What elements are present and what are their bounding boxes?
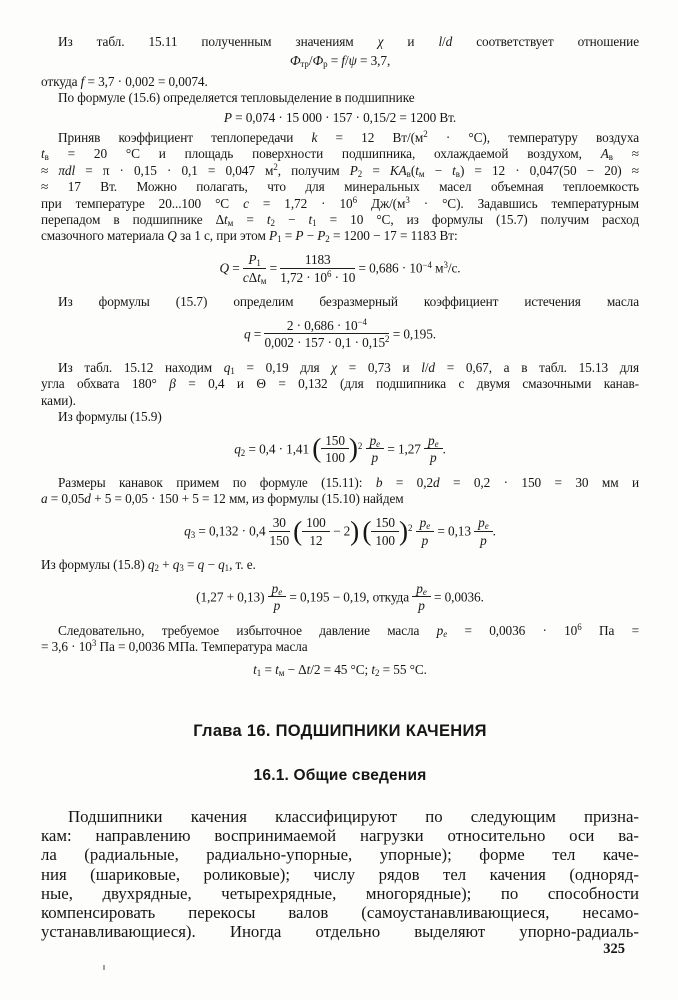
fraction: $\frac{p_е}{p}$	[424, 433, 443, 466]
display-formula: P = 0,074 · 15 000 · 157 · 0,15/2 = 1200 Вт.	[223, 109, 457, 125]
fraction: $\frac{2 \cdot 0,686 \cdot 10^{-4}}{0,002 \cdot 157 \cdot 0,1 \cdot 0,15^2}$	[264, 316, 390, 351]
display-formula: q = $\frac{2 \cdot 0,686 \cdot 10^{-4}}{0,002 \cdot 157 \cdot 0,1 \cdot 0,15^2}$ = 0,195.	[244, 316, 436, 351]
text-line: Приняв коэффициент теплопередачи k = 12 $Вт/(м^2 \cdot ^\circ С)$, температуру воздуха	[58, 129, 639, 146]
paragraph	[41, 74, 639, 107]
paragraph	[41, 623, 639, 656]
paragraph	[41, 475, 639, 508]
paragraph	[41, 294, 639, 310]
fraction: $\frac{p_е}{p}$	[416, 515, 435, 548]
paragraph	[41, 130, 639, 245]
text-line: кам: направлению воспринимаемой нагрузки относительно оси ва-	[41, 826, 639, 846]
text-line: Из формулы (15.7) определим безразмерный коэффициент истечения масла	[58, 294, 639, 310]
section-heading: 16.1. Общие сведения	[253, 767, 427, 785]
text-line: По формуле (15.6) определяется тепловыделение в подшипнике	[58, 90, 415, 106]
text-line: ≈ πdl = π · 0,15 · 0,1 = 0,047 $м^2$, получим $P_2 = KA_в(t_м - t_в) = 12 \cdot 0,047(50 - 20)$ ≈	[41, 161, 639, 180]
text-line: Из табл. 15.11 полученным значениям χ и l/d соответствует отношение	[58, 34, 639, 49]
fraction: $\frac{1183}{1,72 \cdot 10^6 \cdot 10}$	[280, 251, 356, 285]
fraction: $\frac{150}{100}$	[371, 515, 399, 548]
text-line: Из формулы (15.9)	[58, 409, 162, 425]
text-line: Из формулы (15.8) $q_2 + q_3 = q - q_1$, т. е.	[41, 557, 256, 574]
fraction: $\frac{p_е}{p}$	[268, 581, 287, 614]
paragraph	[41, 34, 639, 50]
display-formula: Q = $\frac{P_1}{c\Delta t_м}$ = $\frac{1183}{1,72 \cdot 10^6 \cdot 10}$ = $0,686 \cdot 10^{-4}$ $м^3/с$.	[219, 251, 461, 286]
text-line: перепадом в подшипнике $\Delta t_м = t_2 - t_1 = 10$ °С, из формулы (15.7) получим расход	[41, 212, 639, 229]
text-line: откуда f = 3,7 · 0,002 = 0,0074.	[41, 73, 208, 89]
display-formula: $Ф_{тр}/Ф_р = f/\psi = 3,7$,	[289, 53, 391, 70]
page-number: 325	[603, 941, 625, 957]
fraction: $\frac{p_е}{p}$	[474, 515, 493, 548]
text-line: $t_в = 20$ °С и площадь поверхности подшипника, охлаждаемой воздухом, $A_в$ ≈	[41, 146, 639, 163]
text-line: Из табл. 15.12 находим $q_1 = 0,19$ для χ = 0,73 и l/d = 0,67, а в табл. 15.13 для	[58, 360, 639, 377]
text-line: компенсировать перекосы валов (самоустанавливающиеся, несамо-	[41, 902, 639, 922]
text-line: угла обхвата 180° β = 0,4 и Θ = 0,132 (для подшипника с двумя смазочными канав-	[41, 376, 639, 392]
text-line: устанавливающиеся). Иногда отдельно выделяют упорно-радиаль-	[41, 921, 639, 941]
text-line: = $3,6 \cdot 10^3$ Па = 0,0036 МПа. Температура масла	[41, 638, 308, 655]
display-formula: $t_1 = t_м - \Delta t/2 = 45$ °С; $t_2 = 55$ °С.	[253, 661, 427, 679]
fraction: $\frac{150}{100}$	[321, 433, 349, 466]
fraction: $\frac{p_е}{p}$	[412, 581, 431, 614]
text-line: при температуре 20...100 °С $c = 1,72 \cdot 10^6$ $Дж/(м^3 \cdot ^\circ С)$. Задавшись температурным	[41, 194, 639, 211]
text-line: Подшипники качения классифицируют по следующим призна-	[68, 807, 639, 827]
paragraph	[41, 807, 639, 941]
scan-artifact	[103, 965, 105, 970]
text-line: a = 0,05d + 5 = 0,05 · 150 + 5 = 12 мм, из формулы (15.10) найдем	[41, 491, 404, 507]
text-line: ния (шариковые, роликовые); числу рядов тел качения (одноряд-	[41, 864, 639, 884]
fraction: $\frac{p_е}{p}$	[366, 433, 385, 466]
text-line: ками).	[41, 392, 76, 408]
chapter-heading: Глава 16. ПОДШИПНИКИ КАЧЕНИЯ	[193, 722, 487, 741]
display-formula: $q_2 = 0,4 \cdot 1,41$ ( $\frac{150}{100}$ )$^2$ $\frac{p_е}{p}$ = 1,27 $\frac{p_е}{p}$ .	[234, 432, 446, 466]
display-formula: $q_3 = 0,132 \cdot 0,4$ $\frac{30}{150}$ ( $\frac{100}{12}$ − 2) ( $\frac{150}{100}$ )$^2$ $\frac{p_е}{p}$ = 0,13 $\frac{p_е}{p}$ .	[184, 514, 496, 548]
text-line: ла (радиальные, радиально-упорные, упорные); форме тел каче-	[41, 845, 639, 865]
paragraph	[41, 360, 639, 426]
text-line: Размеры канавок примем по формуле (15.11): b = 0,2d = 0,2 · 150 = 30 мм и	[58, 475, 639, 491]
fraction: $\frac{100}{12}$	[302, 515, 330, 548]
text-line: смазочного материала Q за 1 с, при этом $P_1 = P - P_2 = 1200 - 17 = 1183$ Вт:	[41, 228, 458, 245]
text-line: ные, двухрядные, четырехрядные, многорядные); по способности	[41, 883, 639, 903]
fraction: $\frac{30}{150}$	[269, 514, 290, 548]
text-line: Следовательно, требуемое избыточное давление масла $p_е = 0,0036 \cdot 10^6$ Па =	[58, 622, 639, 640]
text-line: ≈ 17 Вт. Можно полагать, что для минеральных масел объемная теплоемкость	[41, 179, 639, 195]
paragraph	[41, 557, 639, 573]
fraction: $\frac{P_1}{c\Delta t_м}$	[242, 251, 267, 286]
page-content	[41, 34, 639, 941]
display-formula: (1,27 + 0,13) $\frac{p_е}{p}$ = 0,195 − 0,19, откуда $\frac{p_е}{p}$ = 0,0036.	[196, 580, 484, 614]
